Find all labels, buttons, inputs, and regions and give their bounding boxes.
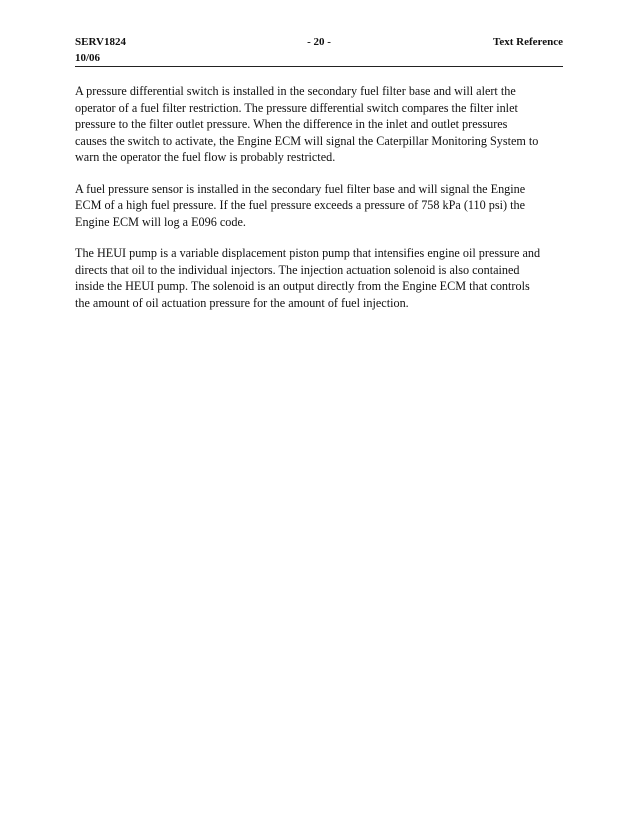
text-line: warn the operator the fuel flow is probably restricted. — [75, 150, 336, 164]
text-line: ECM of a high fuel pressure. If the fuel pressure exceeds a pressure of 758 kPa (110 psi) the — [75, 198, 526, 212]
doc-date: 10/06 — [75, 52, 101, 64]
text-line: pressure to the filter outlet pressure. When the difference in the inlet and outlet pressures — [75, 117, 508, 131]
paragraph-heui-pump — [75, 245, 565, 311]
section-title: Text Reference — [493, 36, 563, 48]
text-line: A fuel pressure sensor is installed in the secondary fuel filter base and will signal the Engine — [75, 181, 526, 196]
text-line: A pressure differential switch is installed in the secondary fuel filter base and will alert the — [75, 84, 516, 98]
body-text — [75, 83, 565, 326]
text-line: directs that oil to the individual injectors. The injection actuation solenoid is also contained — [75, 262, 520, 277]
header-divider — [75, 66, 563, 67]
page-number: - 20 - — [307, 36, 331, 48]
text-line: Engine ECM will log a E096 code. — [75, 214, 246, 229]
text-line: inside the HEUI pump. The solenoid is an output directly from the Engine ECM that controls — [75, 279, 530, 293]
doc-id: SERV1824 — [75, 36, 126, 48]
text-line: operator of a fuel filter restriction. The pressure differential switch compares the filter inlet — [75, 100, 518, 115]
text-line: causes the switch to activate, the Engine ECM will signal the Caterpillar Monitoring System to — [75, 133, 539, 148]
paragraph-fuel-pressure-sensor — [75, 181, 565, 231]
text-line: the amount of oil actuation pressure for the amount of fuel injection. — [75, 295, 409, 310]
paragraph-pressure-switch — [75, 83, 565, 166]
text-line: The HEUI pump is a variable displacement piston pump that intensifies engine oil pressure and — [75, 246, 541, 260]
page-header — [75, 34, 563, 66]
